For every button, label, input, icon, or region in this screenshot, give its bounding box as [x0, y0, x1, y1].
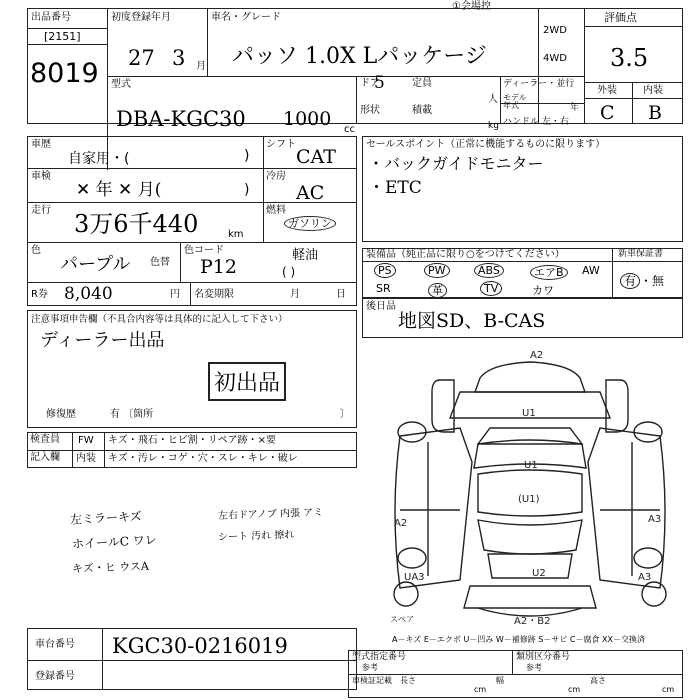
dealer-label: ディーラー・並行 [503, 79, 575, 89]
hand-note-4: 左右ドアノブ 内張 アミ [217, 507, 324, 522]
inspector-label-2: 記入欄 [30, 452, 60, 463]
hand-note-5: シート 汚れ 擦れ [217, 529, 295, 544]
reg-limit-day: 日 [336, 289, 346, 300]
model-designation-label: 型式指定番号 [352, 652, 407, 662]
cc-unit: cc [344, 124, 355, 135]
equip-abs: ABS [474, 264, 504, 277]
recycle-label: R券 [31, 289, 48, 300]
year-unit: 年 [570, 103, 580, 113]
warranty-label: 新車保証書 [618, 249, 664, 259]
exterior-label: 外装 [597, 85, 617, 96]
ac-label: 冷房 [266, 171, 286, 182]
car-name-label: 車名・グレード [211, 12, 281, 23]
mark-left-a2: A2 [394, 518, 408, 529]
equip-aw: AW [582, 264, 600, 277]
ac-value: AC [296, 182, 325, 204]
mark-trunk-u2: U2 [532, 568, 546, 579]
shift-label: シフト [266, 139, 296, 150]
inspector-label-1: 検査員 [30, 434, 60, 445]
int-items: キズ・汚レ・コゲ・穴・スレ・キレ・破レ [108, 453, 298, 464]
fw-label: FW [78, 435, 94, 446]
load-label: 積載 [412, 105, 432, 116]
mark-roof-u1b: (U1) [518, 494, 540, 505]
height-unit: cm [662, 685, 675, 694]
equip-pw: PW [424, 264, 450, 277]
first-reg-label: 初度登録年月 [111, 12, 171, 23]
grade-label: 評価点 [604, 11, 637, 24]
mark-rear-left-ua3: UA3 [404, 572, 425, 583]
capacity-unit: 人 [488, 94, 498, 105]
after-label: 後日品 [366, 301, 396, 312]
int-label: 内装 [76, 453, 96, 464]
reg-limit-label: 名変期限 [194, 289, 234, 300]
recycle-unit: 円 [170, 289, 180, 300]
mark-hood-u1: U1 [522, 408, 536, 419]
shape-label: 形状 [360, 105, 380, 116]
inspection-label: 車検 [31, 171, 51, 182]
history-value: 自家用・( [68, 151, 130, 167]
mileage-value: 3万6千440 [74, 210, 199, 238]
equipment-label: 装備品（純正品に限り○をつけてください） [366, 249, 565, 260]
height-label: 高さ [590, 676, 606, 685]
hand-note-3: キズ・ヒ ウスA [71, 559, 150, 576]
car-diagram [360, 340, 700, 630]
length-unit: cm [474, 685, 487, 694]
fuel-diesel: 軽油 [292, 248, 319, 263]
sales-point-1: ・バックガイドモニター [368, 154, 544, 173]
repair-close: 〕 [340, 409, 350, 420]
mark-roof-u1: U1 [524, 460, 538, 471]
spare-label: スペア [390, 615, 414, 624]
recycle-value: 8,040 [64, 284, 113, 304]
car-outline [394, 362, 666, 616]
color-code-label: 色コード [184, 245, 224, 256]
model-year-label: モデル年式 [503, 93, 527, 110]
overall-grade: 3.5 [610, 44, 649, 72]
fw-items: キズ・飛石・ヒビ割・リペア跡・×要 [108, 435, 276, 446]
hand-note-1: 左ミラーキズ [69, 509, 143, 527]
repair-value: 有 〔箇所 [110, 409, 154, 420]
sales-point-2: ・ETC [368, 178, 422, 198]
repair-label: 修復歴 [46, 409, 76, 420]
car-name: パッソ 1.0X Lパッケージ [232, 44, 487, 69]
equip-sr: SR [376, 282, 391, 295]
damage-legend: A－キズ E－エクボ U－凹み W－補修跡 S－サビ C－腐食 XX－交換済 [392, 635, 646, 644]
equip-airbag: エアB [530, 264, 568, 280]
color-label: 色 [31, 245, 41, 256]
lot-number: 8019 [30, 58, 99, 89]
notes-frame [27, 310, 357, 428]
first-listing-stamp: 初出品 [208, 362, 286, 401]
chassis-number: KGC30-0216019 [112, 634, 288, 658]
model-designation-ref: 参考 [362, 663, 378, 672]
model-label: 型式 [111, 79, 131, 90]
first-reg-month: 3 [172, 46, 186, 70]
sales-label: セールスポイント（正常に機能するものに限ります） [366, 139, 606, 150]
warranty-value: 有 ・無 [620, 272, 664, 289]
after-value: 地図SD、B-CAS [398, 310, 546, 332]
dims-label: 車検証記載 [352, 676, 392, 685]
drive-2wd: 2WD [543, 25, 567, 36]
fuel-label: 燃料 [266, 205, 286, 216]
fuel-gas: ガソリン [284, 218, 336, 229]
reg-limit-month: 月 [290, 289, 300, 300]
notes-label: 注意事項申告欄（不具合内容等は具体的に記入して下さい） [31, 314, 288, 325]
equip-kawa: カワ [532, 284, 554, 297]
doors: 5 [374, 73, 385, 93]
equip-ps: PS [374, 264, 396, 277]
inspection-close: ) [244, 182, 250, 198]
interior-label: 内装 [643, 85, 663, 96]
model-code: DBA-KGC30 [116, 107, 246, 131]
first-reg-year: 27 [128, 46, 155, 70]
handle-label: ハンドル 左・右 [503, 117, 569, 127]
category-number-label: 類別区分番号 [516, 652, 571, 662]
inspection-value: ✕ 年 ✕ 月( [76, 180, 162, 200]
drive-4wd: 4WD [543, 53, 567, 64]
color-value: パープル [60, 254, 131, 275]
lot-sub: [2151] [44, 30, 81, 43]
width-unit: cm [568, 685, 581, 694]
mark-rear-right-a3: A3 [638, 572, 652, 583]
doors-label: ドア [360, 78, 380, 89]
fuel-other: ( ) [282, 265, 296, 279]
shift-value: CAT [296, 146, 336, 168]
hand-note-2: ホイールC ワレ [71, 532, 158, 552]
trim-label: 色替 [150, 257, 170, 268]
exterior-grade: C [600, 102, 615, 124]
mark-front-a2: A2 [530, 350, 544, 361]
engine-cc: 1000 [283, 108, 332, 130]
capacity-label: 定員 [412, 78, 432, 89]
history-label: 車歴 [31, 139, 51, 150]
load-unit: kg [488, 121, 499, 131]
color-code: P12 [200, 256, 237, 278]
mark-right-a3: A3 [648, 514, 662, 525]
history-close: ) [244, 148, 250, 164]
month-unit: 月 [196, 61, 206, 72]
length-label: 長さ [400, 676, 416, 685]
mileage-label: 走行 [31, 205, 51, 216]
equip-leather: 革 [428, 282, 447, 298]
notes-text: ディーラー出品 [40, 330, 165, 351]
venue-stamp: ①会場控 [452, 1, 491, 12]
interior-grade: B [648, 102, 662, 124]
chassis-label: 車台番号 [35, 639, 75, 650]
km-unit: km [228, 229, 244, 240]
equip-tv: TV [480, 282, 502, 295]
category-number-ref: 参考 [526, 663, 542, 672]
width-label: 幅 [496, 676, 504, 685]
registration-label: 登録番号 [35, 671, 75, 682]
lot-label: 出品番号 [31, 12, 71, 23]
mark-bumper-a2b2: A2・B2 [514, 616, 551, 627]
